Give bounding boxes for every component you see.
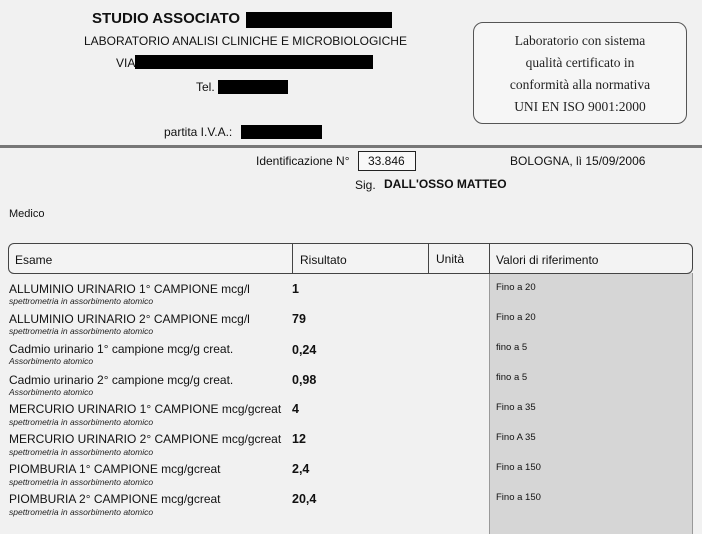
exam-reference: Fino a 150 <box>496 462 541 473</box>
column-divider <box>489 243 490 273</box>
exam-reference: fino a 5 <box>496 342 528 353</box>
exam-name: MERCURIO URINARIO 2° CAMPIONE mcg/gcreat <box>9 432 282 446</box>
id-value: 33.846 <box>368 154 405 168</box>
header-result: Risultato <box>300 253 347 267</box>
exam-name: ALLUMINIO URINARIO 1° CAMPIONE mcg/l <box>9 282 250 296</box>
exam-reference: Fino a 150 <box>496 492 541 503</box>
cert-line-2: qualità certificato in <box>525 55 635 70</box>
column-divider <box>292 243 293 273</box>
exam-method: Assorbimento atomico <box>9 387 94 397</box>
place-date: BOLOGNA, lì 15/09/2006 <box>510 154 646 168</box>
redacted-lab-name <box>246 12 392 28</box>
exam-reference: Fino A 35 <box>496 432 536 443</box>
cert-line-4: UNI EN ISO 9001:2000 <box>514 99 646 114</box>
redacted-vat <box>241 125 322 139</box>
certification-box <box>473 22 687 124</box>
exam-reference: Fino a 20 <box>496 312 536 323</box>
cert-line-3: conformità alla normativa <box>509 77 651 92</box>
exam-method: spettrometria in assorbimento atomico <box>9 296 154 306</box>
vat-label: partita I.V.A.: <box>164 125 233 139</box>
exam-method: spettrometria in assorbimento atomico <box>9 507 154 517</box>
exam-result: 2,4 <box>292 462 310 476</box>
exam-name: Cadmio urinario 1° campione mcg/g creat. <box>9 342 234 356</box>
lab-subtitle: LABORATORIO ANALISI CLINICHE E MICROBIOLOGICHE <box>84 34 407 48</box>
exam-method: spettrometria in assorbimento atomico <box>9 326 154 336</box>
redacted-phone <box>218 80 288 94</box>
exam-result: 0,98 <box>292 373 317 387</box>
exam-name: Cadmio urinario 2° campione mcg/g creat. <box>9 373 234 387</box>
exam-reference: Fino a 35 <box>496 402 536 413</box>
redacted-address <box>135 55 373 69</box>
patient-name: DALL'OSSO MATTEO <box>384 177 507 191</box>
exam-reference: Fino a 20 <box>496 282 536 293</box>
medico-label: Medico <box>9 208 45 220</box>
lab-name: STUDIO ASSOCIATO <box>92 10 241 27</box>
exam-method: spettrometria in assorbimento atomico <box>9 447 154 457</box>
exam-result: 1 <box>292 282 299 296</box>
exam-name: PIOMBURIA 2° CAMPIONE mcg/gcreat <box>9 492 221 506</box>
exam-result: 4 <box>292 402 299 416</box>
exam-result: 12 <box>292 432 306 446</box>
id-label: Identificazione N° <box>256 154 350 168</box>
exam-name: ALLUMINIO URINARIO 2° CAMPIONE mcg/l <box>9 312 250 326</box>
exam-result: 0,24 <box>292 343 317 357</box>
header-divider <box>0 145 702 148</box>
exam-name: PIOMBURIA 1° CAMPIONE mcg/gcreat <box>9 462 221 476</box>
exam-method: spettrometria in assorbimento atomico <box>9 417 154 427</box>
tel-label: Tel. <box>196 80 215 94</box>
exam-result: 79 <box>292 312 306 326</box>
exam-method: Assorbimento atomico <box>9 356 94 366</box>
exam-method: spettrometria in assorbimento atomico <box>9 477 154 487</box>
header-reference: Valori di riferimento <box>496 253 599 267</box>
address-label: VIA <box>116 56 136 70</box>
exam-reference: fino a 5 <box>496 372 528 383</box>
header-exam: Esame <box>15 253 53 267</box>
column-divider <box>428 243 429 273</box>
patient-prefix: Sig. <box>355 178 376 192</box>
header-unit: Unità <box>436 252 465 266</box>
cert-line-1: Laboratorio con sistema <box>514 33 646 48</box>
exam-name: MERCURIO URINARIO 1° CAMPIONE mcg/gcreat <box>9 402 282 416</box>
exam-result: 20,4 <box>292 492 317 506</box>
